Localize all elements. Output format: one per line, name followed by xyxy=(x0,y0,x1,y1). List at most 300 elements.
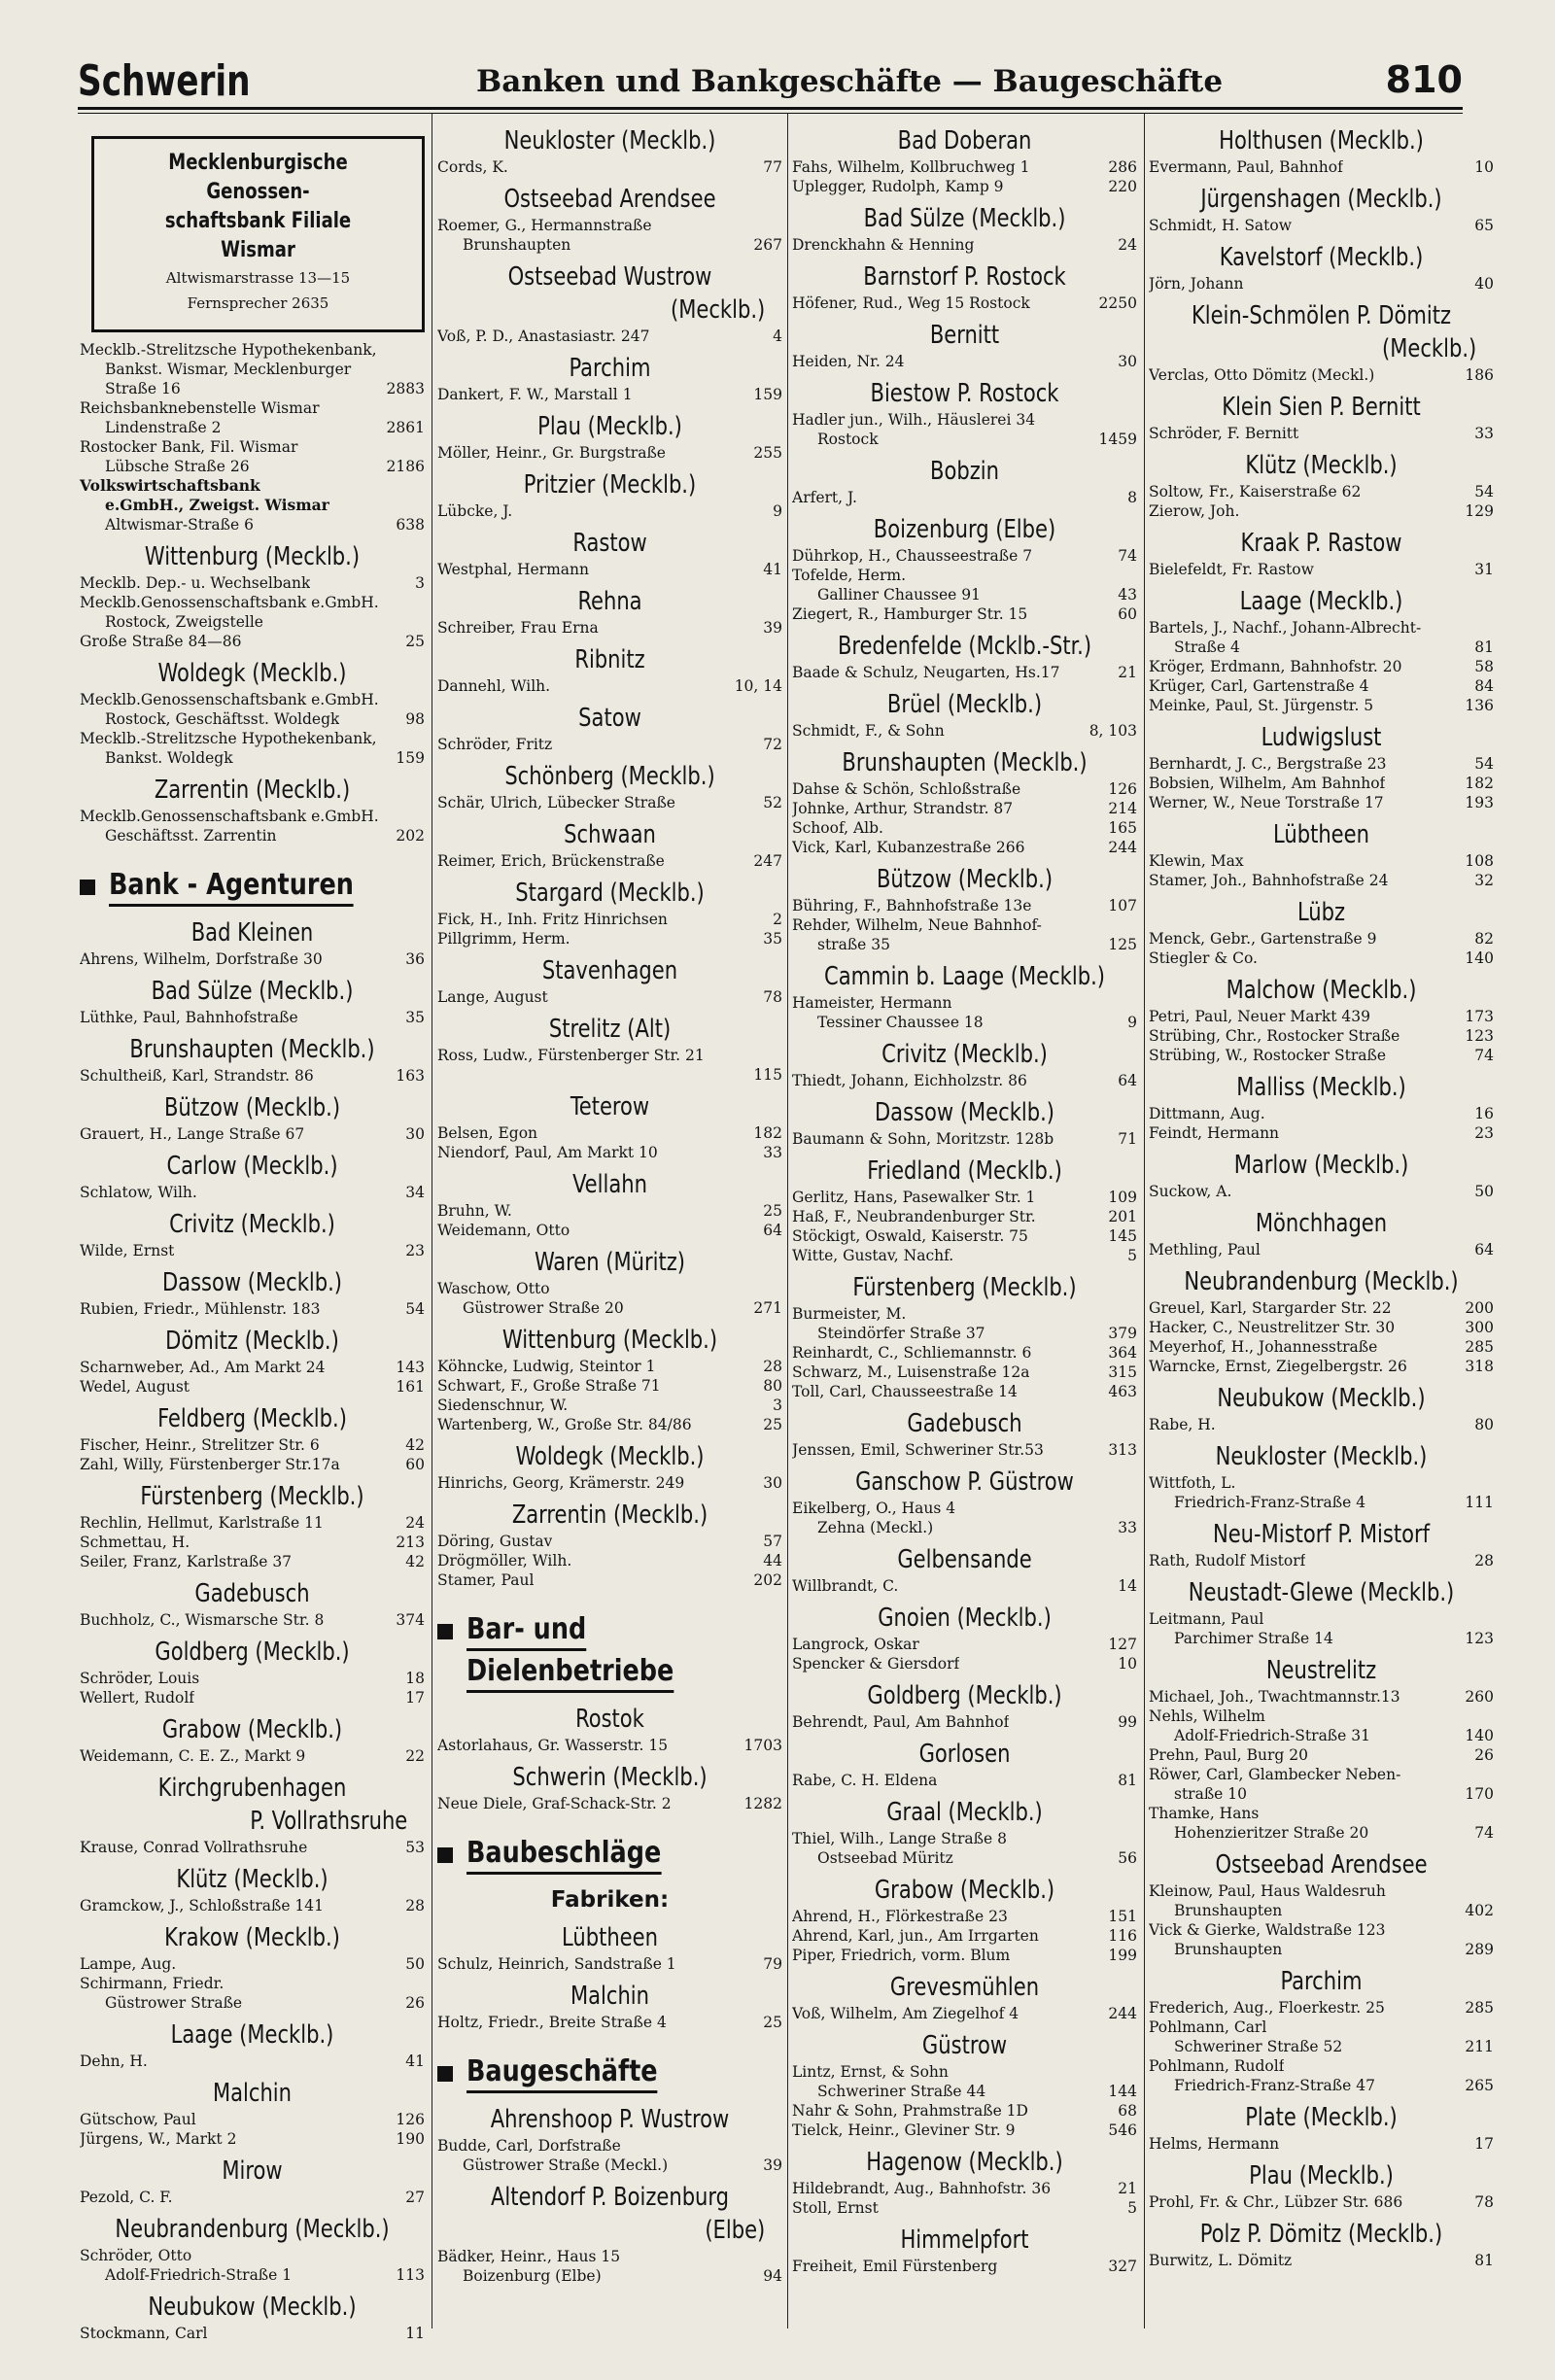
entry xyxy=(80,2052,425,2071)
place-heading: Brunshaupten (Mecklb.) xyxy=(129,1035,375,1064)
entry xyxy=(437,1279,782,1298)
entry-name: Gramckow, J., Schloßstraße 141 xyxy=(80,1897,325,1914)
phone-number: 33 xyxy=(1474,425,1494,442)
phone-number xyxy=(1131,566,1137,585)
entry xyxy=(437,1046,782,1065)
entry-name: Greuel, Karl, Stargarder Str. 22 xyxy=(1149,1299,1392,1317)
place-heading: Kirchgrubenhagen xyxy=(157,1774,347,1803)
entry-name: Rostock xyxy=(817,431,879,448)
entry xyxy=(792,1129,1137,1149)
phone-number: 23 xyxy=(1474,1124,1494,1142)
phone-number: 300 xyxy=(1465,1319,1494,1336)
phone-number: 9 xyxy=(1127,1014,1137,1031)
place-heading: Neubrandenburg (Mecklb.) xyxy=(115,2215,390,2244)
phone-number xyxy=(419,1974,425,1993)
phone-number: 35 xyxy=(405,1009,425,1026)
entry xyxy=(437,1551,782,1570)
entry-name: Stockmann, Carl xyxy=(80,2325,208,2342)
entry xyxy=(792,1343,1137,1362)
entry-line: Rostock, Zweigstelle xyxy=(105,613,263,631)
entry-name: Rubien, Friedr., Mühlenstr. 183 xyxy=(80,1300,321,1318)
entry-name: Kleinow, Paul, Haus Waldesruh xyxy=(1149,1882,1386,1900)
place-heading: Ostseebad Arendsee xyxy=(1215,1850,1428,1880)
entry-name: Stiegler & Co. xyxy=(1149,949,1258,967)
entry-name: Cords, K. xyxy=(437,158,508,176)
entry-name: Rabe, C. H. Eldena xyxy=(792,1772,938,1789)
entry-name: Adolf-Friedrich-Straße 31 xyxy=(1174,1727,1370,1744)
page-number: 810 xyxy=(1385,58,1463,101)
phone-number: 313 xyxy=(1108,1441,1137,1459)
entry xyxy=(437,910,782,929)
phone-number: 2861 xyxy=(386,419,425,436)
entry xyxy=(792,585,1137,604)
phone-number: 28 xyxy=(763,1358,782,1375)
phone-number: 21 xyxy=(1118,2180,1137,2197)
phone-number xyxy=(1488,1707,1494,1726)
entry-name: Dankert, F. W., Marstall 1 xyxy=(437,386,633,403)
phone-number: 327 xyxy=(1108,2258,1137,2275)
entry xyxy=(1149,676,1494,696)
phone-number: 64 xyxy=(1118,1072,1137,1089)
entry-name: Hohenzieritzer Straße 20 xyxy=(1174,1824,1369,1842)
place-heading: Mirow xyxy=(222,2156,283,2186)
entry-name: Tessiner Chaussee 18 xyxy=(817,1014,984,1031)
entry xyxy=(80,573,425,593)
place-heading: Marlow (Mecklb.) xyxy=(1233,1151,1409,1180)
entry xyxy=(1149,1823,1494,1843)
entry-name: Voß, Wilhelm, Am Ziegelhof 4 xyxy=(792,2005,1019,2022)
ad-phone: Fernsprecher 2635 xyxy=(187,294,329,312)
entry xyxy=(792,410,1137,430)
entry xyxy=(80,1610,425,1630)
phone-number: 265 xyxy=(1465,2077,1494,2094)
phone-number xyxy=(777,216,782,235)
entry-name: Dittmann, Aug. xyxy=(1149,1105,1265,1122)
entry xyxy=(1149,1687,1494,1707)
phone-number: 71 xyxy=(1118,1130,1137,1148)
entry xyxy=(437,157,782,177)
phone-number: 182 xyxy=(753,1124,782,1142)
place-heading: Klein-Schmölen P. Dömitz xyxy=(1191,301,1452,330)
entry xyxy=(80,1993,425,2013)
phone-number: 54 xyxy=(1474,755,1494,773)
entry xyxy=(80,2110,425,2129)
phone-number: 74 xyxy=(1474,1047,1494,1064)
phone-number: 54 xyxy=(405,1300,425,1318)
section-heading xyxy=(437,1611,782,1651)
entry-name: Scharnweber, Ad., Am Markt 24 xyxy=(80,1359,326,1376)
place-heading: Gnoien (Mecklb.) xyxy=(878,1604,1052,1633)
entry-name: Behrendt, Paul, Am Bahnhof xyxy=(792,1713,1010,1731)
phone-number: 22 xyxy=(405,1747,425,1765)
entry-name: Meyerhof, H., Johannesstraße xyxy=(1149,1338,1378,1356)
entry xyxy=(80,1124,425,1144)
phone-number xyxy=(1488,1473,1494,1493)
place-list xyxy=(437,2103,782,2286)
entry xyxy=(792,896,1137,915)
phone-number: 143 xyxy=(396,1359,425,1376)
entry-name: Schirmann, Friedr. xyxy=(80,1975,225,1992)
entry xyxy=(792,1654,1137,1673)
entry xyxy=(792,1207,1137,1226)
entry xyxy=(1149,696,1494,715)
phone-number: 111 xyxy=(1465,1494,1494,1511)
entry xyxy=(1149,1609,1494,1629)
phone-number: 285 xyxy=(1465,1999,1494,2017)
entry-name: Drenckhahn & Henning xyxy=(792,236,975,254)
entry xyxy=(792,488,1137,507)
entry xyxy=(792,1771,1137,1790)
entry-name: Friedrich-Franz-Straße 47 xyxy=(1174,2077,1375,2094)
entry-name: Prehn, Paul, Burg 20 xyxy=(1149,1746,1308,1764)
entry-name: Brunshaupten xyxy=(463,236,571,254)
entry-name: Jürgens, W., Markt 2 xyxy=(80,2130,237,2148)
entry-name: Adolf-Friedrich-Straße 1 xyxy=(105,2266,293,2284)
entry-name: Schär, Ulrich, Lübecker Straße xyxy=(437,794,675,811)
place-heading: Grabow (Mecklb.) xyxy=(161,1715,343,1744)
phone-number: 57 xyxy=(763,1533,782,1550)
entry-name: Roemer, G., Hermannstraße xyxy=(437,217,652,234)
phone-number xyxy=(1488,1920,1494,1940)
entry xyxy=(1149,2018,1494,2037)
entry xyxy=(792,177,1137,196)
phone-number xyxy=(777,2247,782,2266)
entry xyxy=(792,1188,1137,1207)
place-heading: Zarrentin (Mecklb.) xyxy=(154,776,351,805)
entry-name: Rostock, Geschäftsst. Woldegk xyxy=(105,710,340,728)
section-heading xyxy=(437,1835,782,1875)
entry-name: Astorlahaus, Gr. Wasserstr. 15 xyxy=(437,1737,669,1754)
phone-number: 4 xyxy=(773,328,782,345)
place-heading: Malchin xyxy=(212,2079,293,2108)
entry-name: Evermann, Paul, Bahnhof xyxy=(1149,158,1343,176)
entry xyxy=(437,1415,782,1434)
entry xyxy=(1149,1765,1494,1784)
place-heading: Waren (Müritz) xyxy=(534,1248,686,1277)
entry xyxy=(437,1570,782,1590)
phone-number: 159 xyxy=(753,386,782,403)
entry-name: Belsen, Egon xyxy=(437,1124,538,1142)
place-heading: Polz P. Dömitz (Mecklb.) xyxy=(1199,2220,1443,2249)
place-heading: Dömitz (Mecklb.) xyxy=(165,1327,339,1356)
phone-number xyxy=(419,2246,425,2265)
entry-name: Fahs, Wilhelm, Kollbruchweg 1 xyxy=(792,158,1030,176)
phone-number: 54 xyxy=(1474,483,1494,500)
phone-number: 80 xyxy=(763,1377,782,1395)
place-heading: Feldberg (Mecklb.) xyxy=(157,1404,347,1433)
entry-name: Pohlmann, Rudolf xyxy=(1149,2057,1285,2075)
entry xyxy=(1149,1901,1494,1920)
entry xyxy=(437,1065,782,1085)
entry-name: Große Straße 84—86 xyxy=(80,633,242,650)
place-heading: Neukloster (Mecklb.) xyxy=(503,126,716,155)
entry-name: Baade & Schulz, Neugarten, Hs.17 xyxy=(792,664,1060,681)
phone-number: 28 xyxy=(1474,1552,1494,1569)
entry-name: Schwart, F., Große Straße 71 xyxy=(437,1377,661,1395)
phone-number: 41 xyxy=(763,561,782,578)
place-heading-cont: P. Vollrathsruhe xyxy=(250,1807,408,1836)
phone-number: 2 xyxy=(773,911,782,928)
entry-name: Waschow, Otto xyxy=(437,1280,550,1297)
entry-name: Tofelde, Herm. xyxy=(792,567,907,584)
phone-number: 25 xyxy=(763,2014,782,2031)
entry xyxy=(80,2265,425,2285)
phone-number: 34 xyxy=(405,1184,425,1201)
place-heading: Barnstorf P. Rostock xyxy=(863,262,1066,292)
entry-name: Bühring, F., Bahnhofstraße 13e xyxy=(792,897,1032,914)
entry-name: Weidemann, Otto xyxy=(437,1222,570,1239)
entry-name: Helms, Hermann xyxy=(1149,2135,1280,2153)
phone-number: 182 xyxy=(1465,775,1494,792)
entry-name: Baumann & Sohn, Moritzstr. 128b xyxy=(792,1130,1054,1148)
entry xyxy=(437,1794,782,1813)
phone-number: 374 xyxy=(396,1611,425,1629)
entry xyxy=(1149,1998,1494,2018)
entry-name: Schwarz, M., Luisenstraße 12a xyxy=(792,1363,1030,1381)
phone-number: 163 xyxy=(396,1067,425,1085)
place-heading: Neukloster (Mecklb.) xyxy=(1215,1442,1428,1471)
entry xyxy=(1149,1745,1494,1765)
section-title: Baubeschläge xyxy=(466,1835,661,1875)
entry xyxy=(1149,501,1494,521)
place-heading: Woldegk (Mecklb.) xyxy=(515,1442,705,1471)
entry xyxy=(437,1396,782,1415)
entry xyxy=(437,2266,782,2286)
entry xyxy=(792,915,1137,935)
entry xyxy=(80,1008,425,1027)
place-heading: Ostseebad Arendsee xyxy=(503,185,716,214)
entry-name: Dannehl, Wilh. xyxy=(437,677,551,695)
entry xyxy=(80,1513,425,1533)
entry-name: Hameister, Hermann xyxy=(792,994,952,1012)
column-divider xyxy=(787,113,788,2328)
phone-number: 126 xyxy=(396,2111,425,2128)
phone-number: 165 xyxy=(1108,819,1137,837)
entry-name: Pillgrimm, Herm. xyxy=(437,930,570,948)
section-bullet xyxy=(80,880,95,895)
entry xyxy=(437,676,782,696)
place-list xyxy=(437,1703,782,1813)
entry-name: Drögmöller, Wilh. xyxy=(437,1552,572,1569)
entry xyxy=(792,1071,1137,1090)
entry-name: Holtz, Friedr., Breite Straße 4 xyxy=(437,2014,667,2031)
entry-name: Brunshaupten xyxy=(1174,1902,1283,1919)
phone-number: 247 xyxy=(753,852,782,870)
entry-name: Schreiber, Frau Erna xyxy=(437,619,599,637)
place-heading: Neu-Mistorf P. Mistorf xyxy=(1212,1520,1431,1549)
entry-name: Lüthke, Paul, Bahnhofstraße xyxy=(80,1009,298,1026)
entry xyxy=(80,1377,425,1397)
entry-name: straße 10 xyxy=(1174,1785,1248,1803)
place-heading: Brüel (Mecklb.) xyxy=(886,690,1043,719)
phone-number: 14 xyxy=(1118,1577,1137,1595)
entry-name: Bankst. Woldegk xyxy=(105,749,233,767)
entry-name: Altwismar-Straße 6 xyxy=(105,516,254,534)
phone-number: 190 xyxy=(396,2130,425,2148)
phone-number: 52 xyxy=(763,794,782,811)
entry xyxy=(792,2121,1137,2140)
entry-name: Boizenburg (Elbe) xyxy=(463,2267,602,2285)
phone-number: 36 xyxy=(405,950,425,968)
entry-name: Wellert, Rudolf xyxy=(80,1689,195,1707)
phone-number: 244 xyxy=(1108,2005,1137,2022)
entry xyxy=(437,987,782,1007)
phone-number: 2883 xyxy=(386,380,425,397)
place-heading: Malchin xyxy=(570,1982,650,2011)
entry-name: Köhncke, Ludwig, Steintor 1 xyxy=(437,1358,656,1375)
entry-name: Langrock, Oskar xyxy=(792,1636,919,1653)
phone-number: 30 xyxy=(405,1125,425,1143)
entry-name: Haß, F., Neubrandenburger Str. xyxy=(792,1208,1036,1225)
phone-number: 81 xyxy=(1118,1772,1137,1789)
phone-number: 74 xyxy=(1118,547,1137,565)
phone-number: 202 xyxy=(753,1571,782,1589)
place-heading: Rehna xyxy=(577,587,642,616)
column-4 xyxy=(1149,119,1494,2270)
entry-name: Heiden, Nr. 24 xyxy=(792,353,905,370)
place-heading: Dassow (Mecklb.) xyxy=(161,1268,343,1297)
subsection-title: Fabriken: xyxy=(550,1887,670,1913)
phone-number: 125 xyxy=(1108,936,1137,953)
phone-number: 50 xyxy=(405,1955,425,1973)
place-heading: Plau (Mecklb.) xyxy=(1249,2161,1394,2190)
place-heading: Rostok xyxy=(575,1705,644,1734)
entry xyxy=(1149,1046,1494,1065)
entry xyxy=(437,2156,782,2175)
phone-number: 26 xyxy=(1474,1746,1494,1764)
entry xyxy=(1149,1298,1494,1318)
entry-name: Pezold, C. F. xyxy=(80,2189,173,2206)
place-heading: Zarrentin (Mecklb.) xyxy=(511,1500,708,1530)
entry-name: Friedrich-Franz-Straße 4 xyxy=(1174,1494,1366,1511)
place-heading: Kraak P. Rastow xyxy=(1240,529,1402,558)
phone-number xyxy=(1488,2056,1494,2076)
phone-number: 286 xyxy=(1108,158,1137,176)
entry xyxy=(80,1746,425,1766)
entry-name: Straße 4 xyxy=(1174,638,1240,656)
entry xyxy=(1149,2134,1494,2154)
phone-number: 82 xyxy=(1474,930,1494,948)
phone-number xyxy=(1131,410,1137,430)
entry xyxy=(80,632,425,651)
entry-name: Uplegger, Rudolph, Kamp 9 xyxy=(792,178,1004,195)
entry-name: Hacker, C., Neustrelitzer Str. 30 xyxy=(1149,1319,1396,1336)
place-heading: Grevesmühlen xyxy=(889,1973,1040,2002)
phone-number xyxy=(1131,915,1137,935)
phone-number: 30 xyxy=(763,1474,782,1492)
phone-number: 78 xyxy=(763,988,782,1006)
phone-number xyxy=(1488,1609,1494,1629)
entry-name: Schröder, F. Bernitt xyxy=(1149,425,1299,442)
entry xyxy=(80,1533,425,1552)
header-rule-thin xyxy=(78,113,1463,114)
phone-number: 159 xyxy=(396,749,425,767)
phone-number: 315 xyxy=(1108,1363,1137,1381)
section-heading xyxy=(80,867,425,907)
entry-name: Ziegert, R., Hamburger Str. 15 xyxy=(792,605,1028,623)
entry-name: Petri, Paul, Neuer Markt 439 xyxy=(1149,1008,1371,1025)
section-title: Bar- und xyxy=(466,1611,586,1651)
entry xyxy=(80,515,425,535)
phone-number: 98 xyxy=(405,710,425,728)
phone-number: 44 xyxy=(763,1552,782,1569)
entry xyxy=(437,1954,782,1974)
entry xyxy=(1149,1337,1494,1357)
place-heading: Bützow (Mecklb.) xyxy=(163,1093,341,1122)
entry xyxy=(1149,2056,1494,2076)
entry xyxy=(437,1532,782,1551)
entry xyxy=(1149,929,1494,949)
entry xyxy=(80,2188,425,2207)
phone-number: 289 xyxy=(1465,1941,1494,1958)
entry-name: Suckow, A. xyxy=(1149,1183,1232,1200)
entry-name: Rechlin, Hellmut, Karlstraße 11 xyxy=(80,1514,324,1532)
entry-name: Lindenstraße 2 xyxy=(105,419,222,436)
phone-number: 8 xyxy=(1127,489,1137,506)
phone-number: 116 xyxy=(1108,1927,1137,1945)
entry-name: straße 35 xyxy=(817,936,891,953)
phone-number: 123 xyxy=(1465,1630,1494,1647)
entry xyxy=(792,2257,1137,2276)
entry xyxy=(1149,157,1494,177)
entry xyxy=(1149,871,1494,890)
phone-number: 33 xyxy=(1118,1519,1137,1536)
place-heading: Wittenburg (Mecklb.) xyxy=(501,1326,718,1355)
place-list xyxy=(437,124,782,1590)
phone-number xyxy=(1488,1804,1494,1823)
place-heading: Ostseebad Wustrow xyxy=(507,262,712,292)
place-heading: Parchim xyxy=(569,354,651,383)
phone-number: 53 xyxy=(405,1839,425,1856)
phone-number: 65 xyxy=(1474,217,1494,234)
place-heading: Friedland (Mecklb.) xyxy=(867,1156,1062,1186)
entry xyxy=(1149,2037,1494,2056)
phone-number: 25 xyxy=(405,633,425,650)
entry xyxy=(80,1066,425,1086)
entry-name: Rehder, Wilhelm, Neue Bahnhof- xyxy=(792,916,1042,934)
phone-number: 199 xyxy=(1108,1947,1137,1964)
phone-number xyxy=(1488,1881,1494,1901)
ad-title-line2: schaftsbank Filiale Wismar xyxy=(164,209,352,262)
entry xyxy=(80,1183,425,1202)
entry-name: Prohl, Fr. & Chr., Lübzer Str. 686 xyxy=(1149,2193,1403,2211)
phone-number: 129 xyxy=(1465,502,1494,520)
entry xyxy=(80,1974,425,1993)
entry xyxy=(437,1357,782,1376)
phone-number: 173 xyxy=(1465,1008,1494,1025)
place-heading: Ahrenshoop P. Wustrow xyxy=(490,2105,730,2134)
place-heading: Gadebusch xyxy=(194,1579,310,1608)
phone-number: 161 xyxy=(396,1378,425,1396)
entry xyxy=(792,566,1137,585)
phone-number xyxy=(1488,1765,1494,1784)
entry xyxy=(80,826,425,845)
phone-number: 1282 xyxy=(743,1795,782,1812)
phone-number: 58 xyxy=(1474,658,1494,675)
entry-name: Seiler, Franz, Karlstraße 37 xyxy=(80,1553,293,1570)
phone-number: 25 xyxy=(763,1416,782,1433)
entry-name: Bernhardt, J. C., Bergstraße 23 xyxy=(1149,755,1387,773)
entry-line: Mecklb.Genossenschaftsbank e.GmbH. xyxy=(80,808,379,825)
place-heading: Lübtheen xyxy=(1273,820,1369,849)
entry xyxy=(792,721,1137,741)
entry-name: Fick, H., Inh. Fritz Hinrichsen xyxy=(437,911,668,928)
entry xyxy=(1149,1007,1494,1026)
entry xyxy=(1149,638,1494,657)
entry xyxy=(437,929,782,949)
place-heading: Neubukow (Mecklb.) xyxy=(148,2293,357,2322)
place-heading: Mönchhagen xyxy=(1255,1209,1388,1238)
